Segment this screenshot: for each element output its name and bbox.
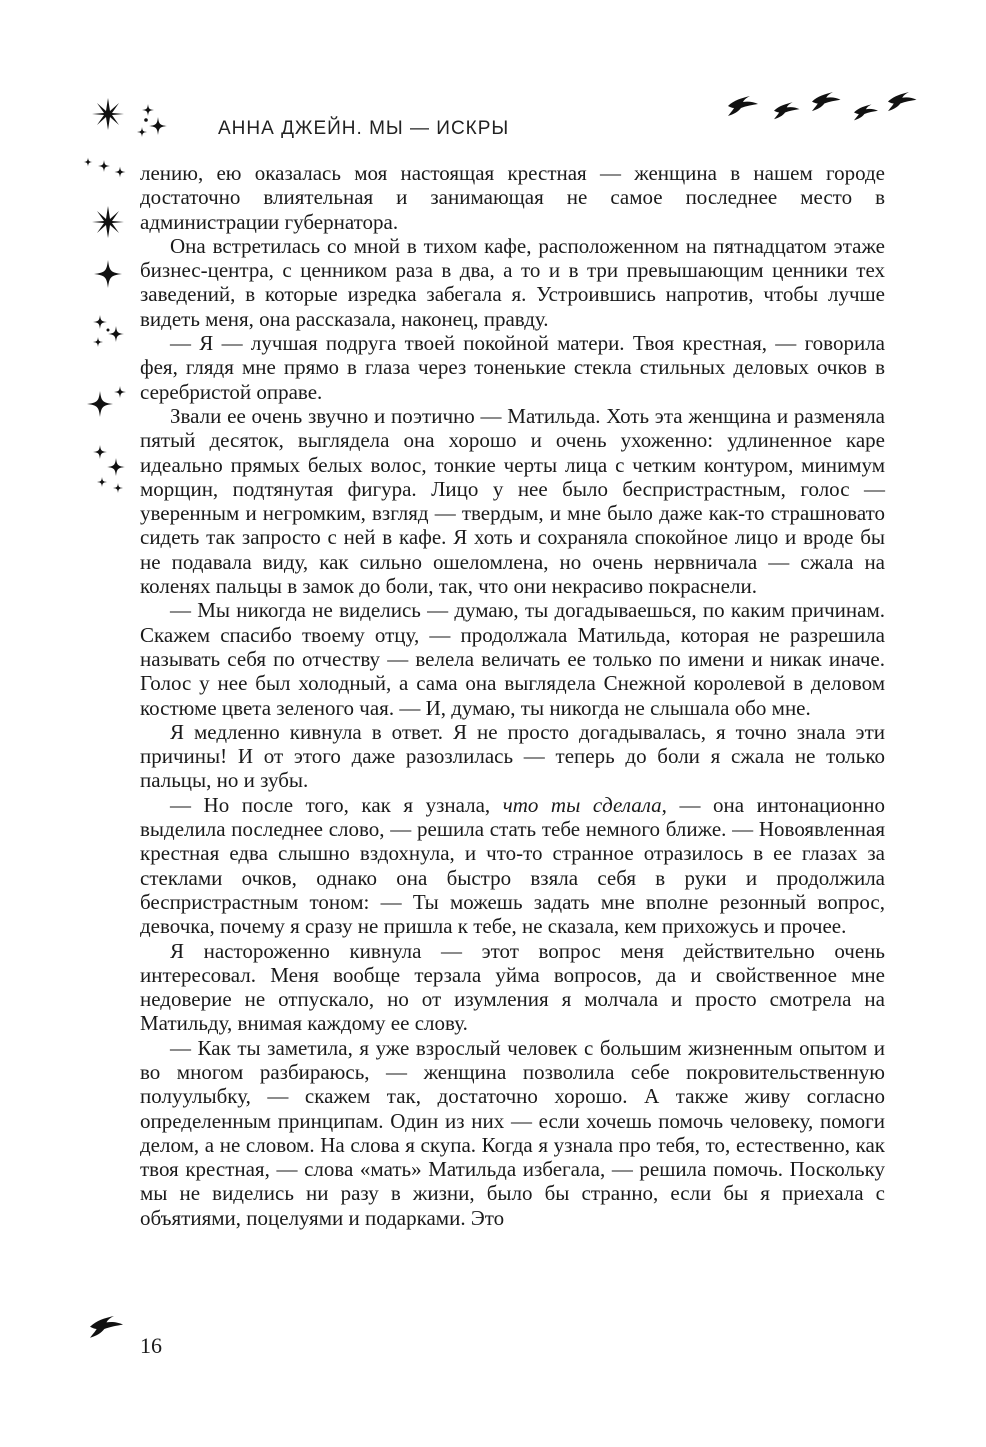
paragraph: — Я — лучшая подруга твоей покойной матери. Твоя крестная, — говорила фея, глядя мне прямо в глаза через тоненькие стекла стильных деловых очков в серебристой оправе. [140,331,885,404]
paragraph [140,793,885,939]
page-header [0,0,986,170]
star-cluster-icon [88,96,178,144]
page-number: 16 [140,1333,162,1358]
paragraph: Звали ее очень звучно и поэтично — Матильда. Хоть эта женщина и разменяла пятый десяток, выглядела она хорошо и очень ухоженно: удлиненное каре идеально прямых белых волос, тонкие черты лица с четким контуром, минимум морщин, подтянутая фигура. Лицо у нее было беспристрастным, голос — уверенным и негромким, взгляд — твердым, и мне было даже как-то страшновато сидеть так запросто с ней в кафе. Я хоть и сохраняла спокойное лицо и вроде бы не подавала виду, как сильно ошеломлена, но очень нервничала — сжала на коленях пальцы в замок до боли, так, что они некрасиво покраснели. [140,403,885,599]
paragraph: — Как ты заметила, я уже взрослый человек с большим жизненным опытом и во многом разбираюсь, — женщина позволила себе покровительственную полуулыбку, — скажем так, достаточно хорошо. А также живу согласно определенным принципам. Один из них — если хочешь помочь человеку, помоги делом, а не словом. На слова я скупа. Когда я узнала про тебя, то, естественно, как твоя крестная, — слова «мать» Матильда избегала, — решила помочь. Поскольку мы не виделись ни разу в жизни, было бы странно, если бы я приехала с объятиями, поцелуями и подарками. Это [140,1035,885,1230]
paragraph: лению, ею оказалась моя настоящая крестная — женщина в нашем городе достаточно влиятельная и занимающая не самое последнее место в администрации губернатора. [140,161,885,234]
paragraph: Я медленно кивнула в ответ. Я не просто догадывалась, я точно знала эти причины! И от этого даже разозлилась — теперь до боли я сжала не только пальцы, но и зубы. [140,719,885,793]
swallow-icon [726,92,926,132]
paragraph: Она встретилась со мной в тихом кафе, расположенном на пятнадцатом этаже бизнес-центра, с ценником раза в два, а то и в три превышающим ценники тех заведений, в которые изредка забегала я. Устроившись напротив, чтобы лучше видеть меня, она рассказала, наконец, правду. [140,233,885,331]
paragraph: — Мы никогда не виделись — думаю, ты догадываешься, по каким причинам. Скажем спасибо твоему отцу, — продолжала Матильда, которая не разрешила называть себя по отчеству — велела величать ее только по имени и никак иначе. Голос у нее был холодный, а сама она выглядела Снежной королевой в деловом костюме цвета зеленого чая. — И, думаю, ты никогда не слышала обо мне. [140,598,885,720]
paragraph-text: , — она интонационно выделила последнее слово, — решила стать тебе немного ближе. — Новоявленная крестная едва слышно вздохнула, и что-то странное отразилось в ее глазах за стеклами очков, однако она быстро взяла себя в руки и продолжила беспристрастным тоном: — Ты можешь задать мне вполне резонный вопрос, девочка, почему я сразу не пришла к тебе, не сказала, кем прихожусь и прочее. [140,792,885,939]
italic-phrase: что ты сделала [502,792,662,817]
paragraph-text: — Но после того, как я узнала, [170,792,503,817]
paragraph: Я настороженно кивнула — этот вопрос меня действительно очень интересовал. Меня вообще терзала уйма вопросов, да и свойственное мне недоверие не отпускало, но от изумления я молчала и просто смотрела на Матильду, внимая каждому ее слову. [140,938,885,1036]
page-body [140,161,885,1230]
swallow-icon [86,1316,128,1346]
margin-ornament [80,152,135,502]
star-cluster-icon [84,158,126,178]
running-title: АННА ДЖЕЙН. МЫ — ИСКРЫ [218,118,510,139]
